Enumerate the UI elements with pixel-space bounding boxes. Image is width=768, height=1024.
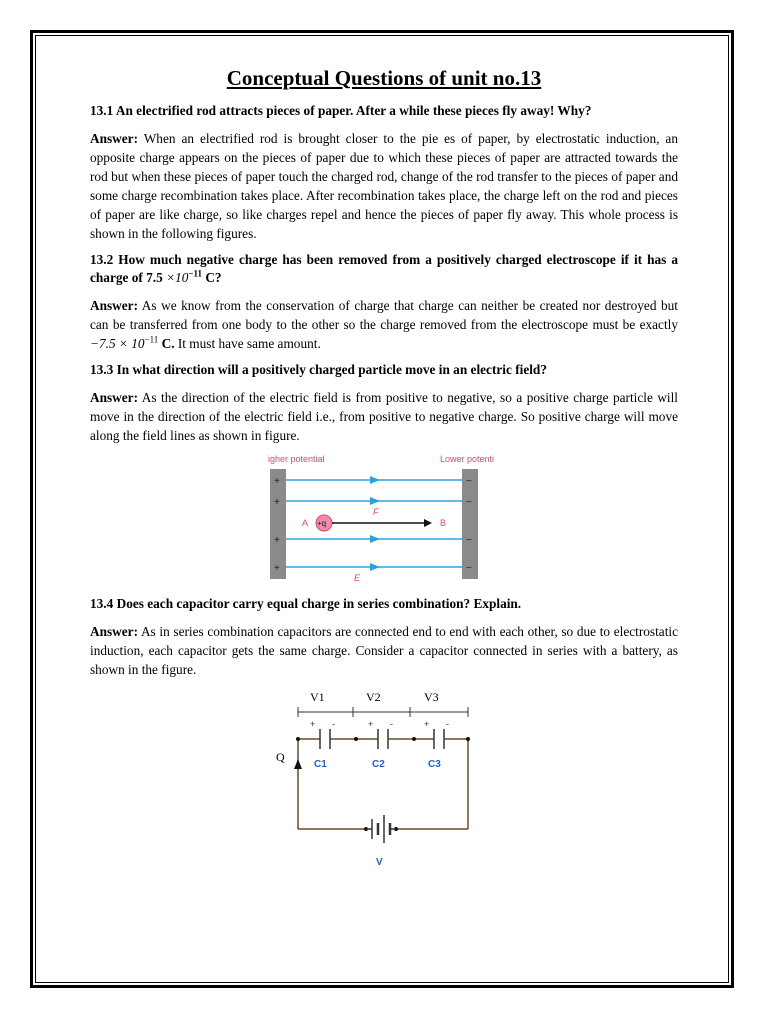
plus-sign: +: [274, 563, 280, 574]
force-label: F: [373, 507, 379, 517]
answer-13-4: [90, 622, 678, 679]
field-label: E: [354, 573, 361, 583]
field-arrow: [370, 563, 380, 571]
question-text: 13.2 How much negative charge has been removed from a positively charged electroscope if it has a charge of 7.5: [90, 252, 678, 285]
junction-dot: [412, 737, 416, 741]
question-13-1: 13.1 An electrified rod attracts pieces of paper. After a while these pieces fly away! Why?: [90, 103, 592, 118]
junction-dot: [466, 737, 470, 741]
question-end: C?: [205, 270, 222, 285]
c3-label: C3: [428, 759, 441, 770]
electric-field-figure: [268, 453, 508, 583]
q-label: Q: [276, 750, 285, 764]
minus-sign: −: [466, 563, 472, 574]
series-capacitor-figure: [276, 687, 488, 872]
v3-label: V3: [424, 690, 439, 704]
higher-potential-label: igher potential: [268, 454, 325, 464]
answer-13-3: [90, 388, 678, 445]
question-13-2: [90, 251, 678, 287]
minus-sign: −: [466, 535, 472, 546]
c2-label: C2: [372, 759, 385, 770]
answer-text: As we know from the conservation of charge that charge can neither be created nor destroyed but can be transferred from one body to the other so the charge removed from the electroscope must be exactly: [90, 298, 678, 332]
plus-sign: +: [274, 497, 280, 508]
document-content: [90, 64, 678, 872]
minus-sign: -: [446, 719, 449, 729]
minus-sign: −: [466, 476, 472, 487]
plus-sign: +: [274, 476, 280, 487]
question-13-3: 13.3 In what direction will a positively charged particle move in an electric field?: [90, 362, 547, 377]
field-arrow: [370, 476, 380, 484]
plus-sign: +: [368, 719, 374, 729]
plus-sign: +: [310, 719, 316, 729]
battery-voltage-label: V: [376, 857, 383, 868]
minus-sign: −: [466, 497, 472, 508]
page-title: Conceptual Questions of unit no.13: [226, 66, 542, 90]
answer-unit: C.: [161, 336, 175, 351]
answer-text: As in series combination capacitors are connected end to end with each other, so due to electrostatic induction, each capacitor gets the same charge. Consider a capacitor connected in series with a battery, as shown in the figure.: [90, 624, 678, 677]
minus-sign: -: [390, 719, 393, 729]
current-arrow: [294, 759, 302, 769]
c1-label: C1: [314, 759, 327, 770]
minus-sign: -: [332, 719, 335, 729]
plus-sign: +: [274, 535, 280, 546]
answer-text: When an electrified rod is brought closer to the pie es of paper, by electrostatic induction, an opposite charge appears on the pieces of paper due to which these pieces of paper are attracted towards the rod but when these pieces of paper touch the charged rod, change of the rod transfer to the pieces of paper and some charge recombination takes place. After recombination takes place, the charge left on the rod and pieces of paper are like charge, so like charges repel and hence the pieces of paper fly away. This whole process is shown in the following figures.: [90, 131, 678, 241]
answer-label: Answer:: [90, 390, 139, 405]
junction-dot: [354, 737, 358, 741]
field-arrow: [370, 535, 380, 543]
answer-end: It must have same amount.: [177, 336, 321, 351]
v2-label: V2: [366, 690, 381, 704]
answer-exponent: −11: [144, 334, 159, 345]
question-13-4: 13.4 Does each capacitor carry equal charge in series combination? Explain.: [90, 596, 522, 611]
answer-label: Answer:: [90, 624, 139, 639]
answer-13-2: [90, 296, 678, 353]
v1-label: V1: [310, 690, 325, 704]
plus-sign: +: [424, 719, 430, 729]
answer-label: Answer:: [90, 131, 139, 146]
force-arrow-head: [424, 519, 432, 527]
point-a-label: A: [302, 518, 309, 528]
answer-label: Answer:: [90, 298, 139, 313]
answer-13-1: [90, 129, 678, 243]
lower-potential-label: Lower potenti: [440, 454, 495, 464]
field-arrow: [370, 497, 380, 505]
answer-value: −7.5 × 10: [90, 336, 145, 351]
answer-text: As the direction of the electric field is from positive to negative, so a positive charge particle will move in the direction of the electric field i.e., from positive to negative charge. So positive charge will move along the field lines as shown in figure.: [90, 390, 678, 443]
junction-dot: [296, 737, 300, 741]
question-exponent: −11: [188, 268, 202, 279]
charge-label: +q: [317, 519, 327, 528]
question-times: ×10: [166, 270, 189, 285]
point-b-label: B: [440, 518, 447, 528]
